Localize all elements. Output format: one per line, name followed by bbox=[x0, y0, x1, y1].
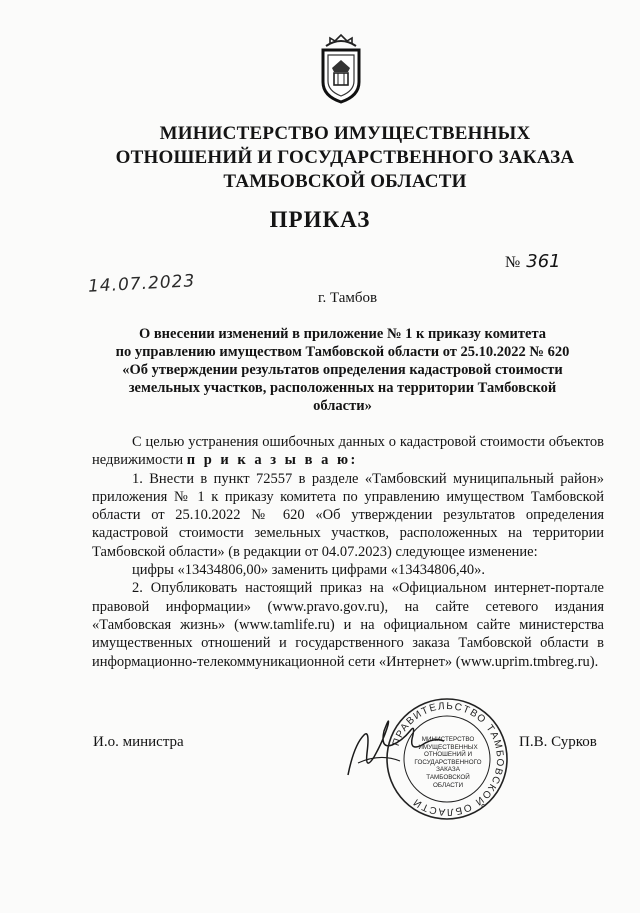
intro-paragraph bbox=[92, 433, 604, 470]
document-subject bbox=[95, 325, 590, 415]
document-number bbox=[505, 251, 561, 272]
stamp-line: МИНИСТЕРСТВО bbox=[421, 736, 475, 743]
order-word: п р и к а з ы в а ю: bbox=[186, 452, 358, 469]
stamp-inner-text bbox=[413, 736, 483, 789]
stamp-line: ИМУЩЕСТВЕННЫХ bbox=[418, 743, 478, 751]
stamp-line: ОТНОШЕНИЙ И bbox=[423, 751, 473, 759]
stamp-line: ТАМБОВСКОЙ bbox=[426, 773, 470, 781]
item-2-paragraph: 2. Опубликовать настоящий приказ на «Официальном интернет-портале правовой информации» (www.pravo.gov.ru), на сайте сетевого издания «Тамбовская жизнь» (www.tamlife.ru) и на официальном сайте министерства имущественных отношений и государственного заказа Тамбовской области в информационно-телекоммуникационной сети «Интернет» (www.uprim.tmbreg.ru). bbox=[92, 580, 604, 670]
subject-line: по управлению имуществом Тамбовской области от 25.10.2022 № 620 bbox=[115, 344, 570, 360]
document-body bbox=[92, 433, 604, 671]
intro-text: С целью устранения ошибочных данных о кадастровой стоимости объектов недвижимости bbox=[92, 434, 604, 469]
item-1-change: цифры «13434806,00» заменить цифрами «13434806,40». bbox=[132, 562, 486, 579]
coat-of-arms-icon bbox=[318, 32, 364, 104]
document-type-title: ПРИКАЗ bbox=[269, 207, 371, 232]
ministry-name-line: ОТНОШЕНИЙ И ГОСУДАРСТВЕННОГО ЗАКАЗА bbox=[115, 147, 575, 168]
ministry-name bbox=[90, 122, 600, 194]
city: г. Тамбов bbox=[318, 290, 378, 306]
stamp-line: ГОСУДАРСТВЕННОГО bbox=[414, 758, 482, 766]
ministry-name-line: ТАМБОВСКОЙ ОБЛАСТИ bbox=[223, 171, 467, 192]
stamp-line: ОБЛАСТИ bbox=[433, 781, 463, 789]
subject-line: «Об утверждении результатов определения кадастровой стоимости bbox=[122, 362, 563, 378]
ministry-name-line: МИНИСТЕРСТВО ИМУЩЕСТВЕННЫХ bbox=[159, 123, 531, 144]
number-value: 361 bbox=[526, 251, 561, 272]
signatory-position: И.о. министра bbox=[93, 734, 184, 750]
number-label: № bbox=[505, 254, 521, 271]
item-1-paragraph: 1. Внести в пункт 72557 в разделе «Тамбовский муниципальный район» приложения № 1 к приказу комитета по управлению имуществом Тамбовской области от 25.10.2022 № 620 «Об утверждении результатов определения кадастровой стоимости земельных участков, расположенных на территории Тамбовской области» (в редакции от 04.07.2023) следующее изменение: bbox=[92, 470, 604, 560]
signatory-name: П.В. Сурков bbox=[519, 734, 597, 750]
subject-line: земельных участков, расположенных на территории Тамбовской bbox=[128, 380, 557, 396]
stamp-line: ЗАКАЗА bbox=[436, 766, 460, 774]
document-date: 14.07.2023 bbox=[87, 271, 196, 297]
subject-line: О внесении изменений в приложение № 1 к приказу комитета bbox=[138, 326, 547, 342]
subject-line: области» bbox=[313, 398, 372, 414]
stamp-ring-text: ПРАВИТЕЛЬСТВО ТАМБОВСКОЙ ОБЛАСТИ bbox=[390, 700, 506, 818]
